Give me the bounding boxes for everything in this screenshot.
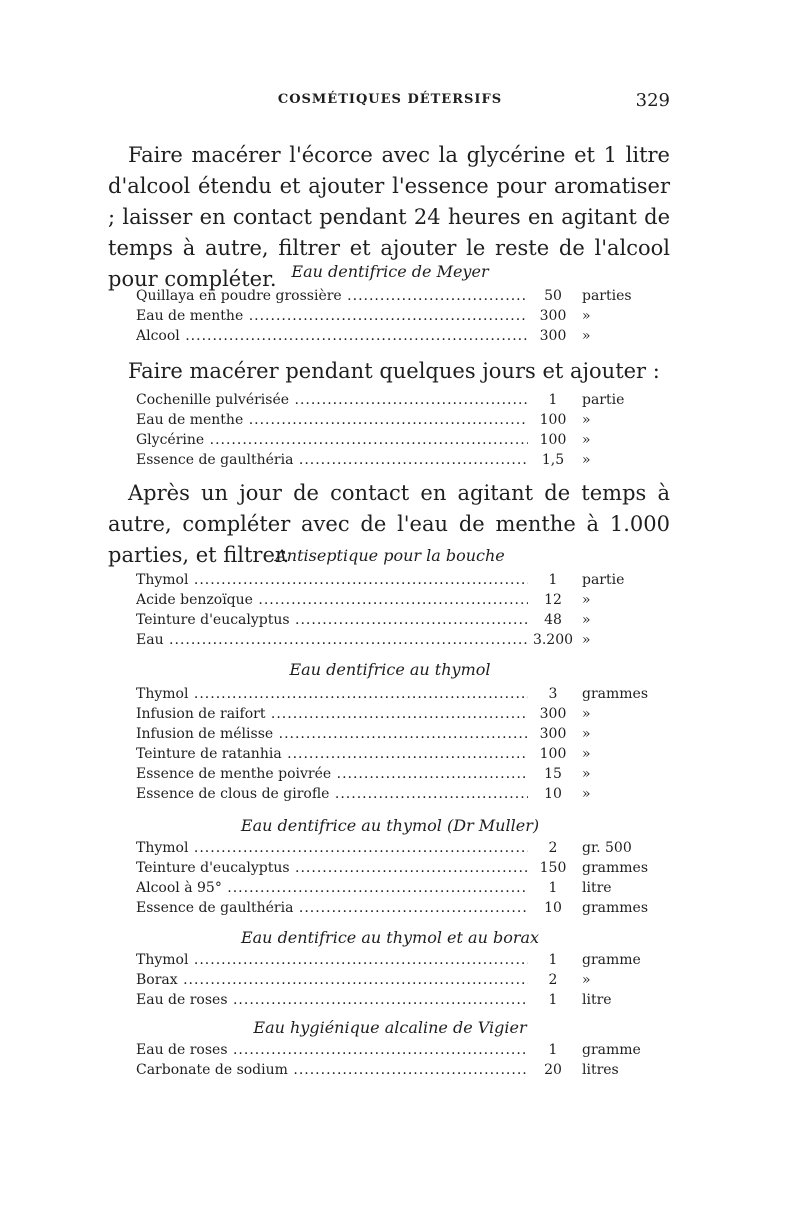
recipe-title-meyer: Eau dentifrice de Meyer [291, 262, 489, 281]
ingredient-row: Thymol ..... 3 grammes [136, 686, 656, 706]
ingredient-row: Borax ..... 2 » [136, 972, 656, 992]
recipe-meyer-additions [136, 392, 656, 472]
ingredient-row: Essence de menthe poivrée ..... 15 » [136, 766, 656, 786]
ingredient-row: Essence de clous de girofle ..... 10 » [136, 786, 656, 806]
ingredient-row: Thymol ..... 1 gramme [136, 952, 656, 972]
recipe-title-borax: Eau dentifrice au thymol et au borax [240, 928, 540, 947]
ingredient-row: Teinture de ratanhia ..... 100 » [136, 746, 656, 766]
running-title: COSMÉTIQUES DÉTERSIFS [277, 92, 503, 107]
ingredient-row: Eau de roses ..... 1 gramme [136, 1042, 656, 1062]
ingredient-row: Essence de gaulthéria ..... 1,5 » [136, 452, 656, 472]
recipe-title-vigier: Eau hygiénique alcaline de Vigier [253, 1018, 527, 1037]
ingredient-row: Eau de roses ..... 1 litre [136, 992, 656, 1012]
ingredient-row: Eau de menthe ..... 300 » [136, 308, 656, 328]
recipe-meyer-items [136, 288, 656, 348]
ingredient-row: Glycérine ..... 100 » [136, 432, 656, 452]
ingredient-row: Teinture d'eucalyptus ..... 150 grammes [136, 860, 656, 880]
recipe-muller-items [136, 840, 656, 920]
recipe-antiseptique-items [136, 572, 656, 652]
ingredient-row: Alcool à 95° ..... 1 litre [136, 880, 656, 900]
ingredient-row: Quillaya en poudre grossière ..... 50 parties [136, 288, 656, 308]
recipe-borax-items [136, 952, 656, 1012]
ingredient-row: Alcool ..... 300 » [136, 328, 656, 348]
ingredient-row: Thymol ..... 2 gr. 500 [136, 840, 656, 860]
ingredient-row: Acide benzoïque ..... 12 » [136, 592, 656, 612]
running-header [110, 92, 670, 114]
ingredient-row: Cochenille pulvérisée ..... 1 partie [136, 392, 656, 412]
recipe-thymol-items [136, 686, 656, 806]
ingredient-row: Infusion de mélisse ..... 300 » [136, 726, 656, 746]
recipe-vigier-items [136, 1042, 656, 1082]
page-number: 329 [635, 90, 670, 111]
ingredient-row: Essence de gaulthéria ..... 10 grammes [136, 900, 656, 920]
paragraph-contact: Après un jour de contact en agitant de temps à autre, compléter avec de l'eau de menthe à 1.000 parties, et filtrer. [108, 481, 670, 567]
ingredient-row: Carbonate de sodium ..... 20 litres [136, 1062, 656, 1082]
ingredient-row: Teinture d'eucalyptus ..... 48 » [136, 612, 656, 632]
recipe-title-thymol: Eau dentifrice au thymol [289, 660, 491, 679]
recipe-title-muller: Eau dentifrice au thymol (Dr Muller) [240, 816, 540, 835]
ingredient-row: Thymol ..... 1 partie [136, 572, 656, 592]
paragraph-add: Faire macérer pendant quelques jours et ajouter : [128, 359, 660, 383]
ingredient-row: Eau ..... 3.200 » [136, 632, 656, 652]
paragraph-maceration: Faire macérer l'écorce avec la glycérine et 1 litre d'alcool étendu et ajouter l'essence pour aromatiser ; laisser en contact pendant 24 heures en agitant de temps à autre, filtrer et ajouter le reste de l'alcool pour compléter. [108, 143, 670, 291]
ingredient-row: Infusion de raifort ..... 300 » [136, 706, 656, 726]
ingredient-row: Eau de menthe ..... 100 » [136, 412, 656, 432]
recipe-title-antiseptique: Antiseptique pour la bouche [275, 546, 505, 565]
